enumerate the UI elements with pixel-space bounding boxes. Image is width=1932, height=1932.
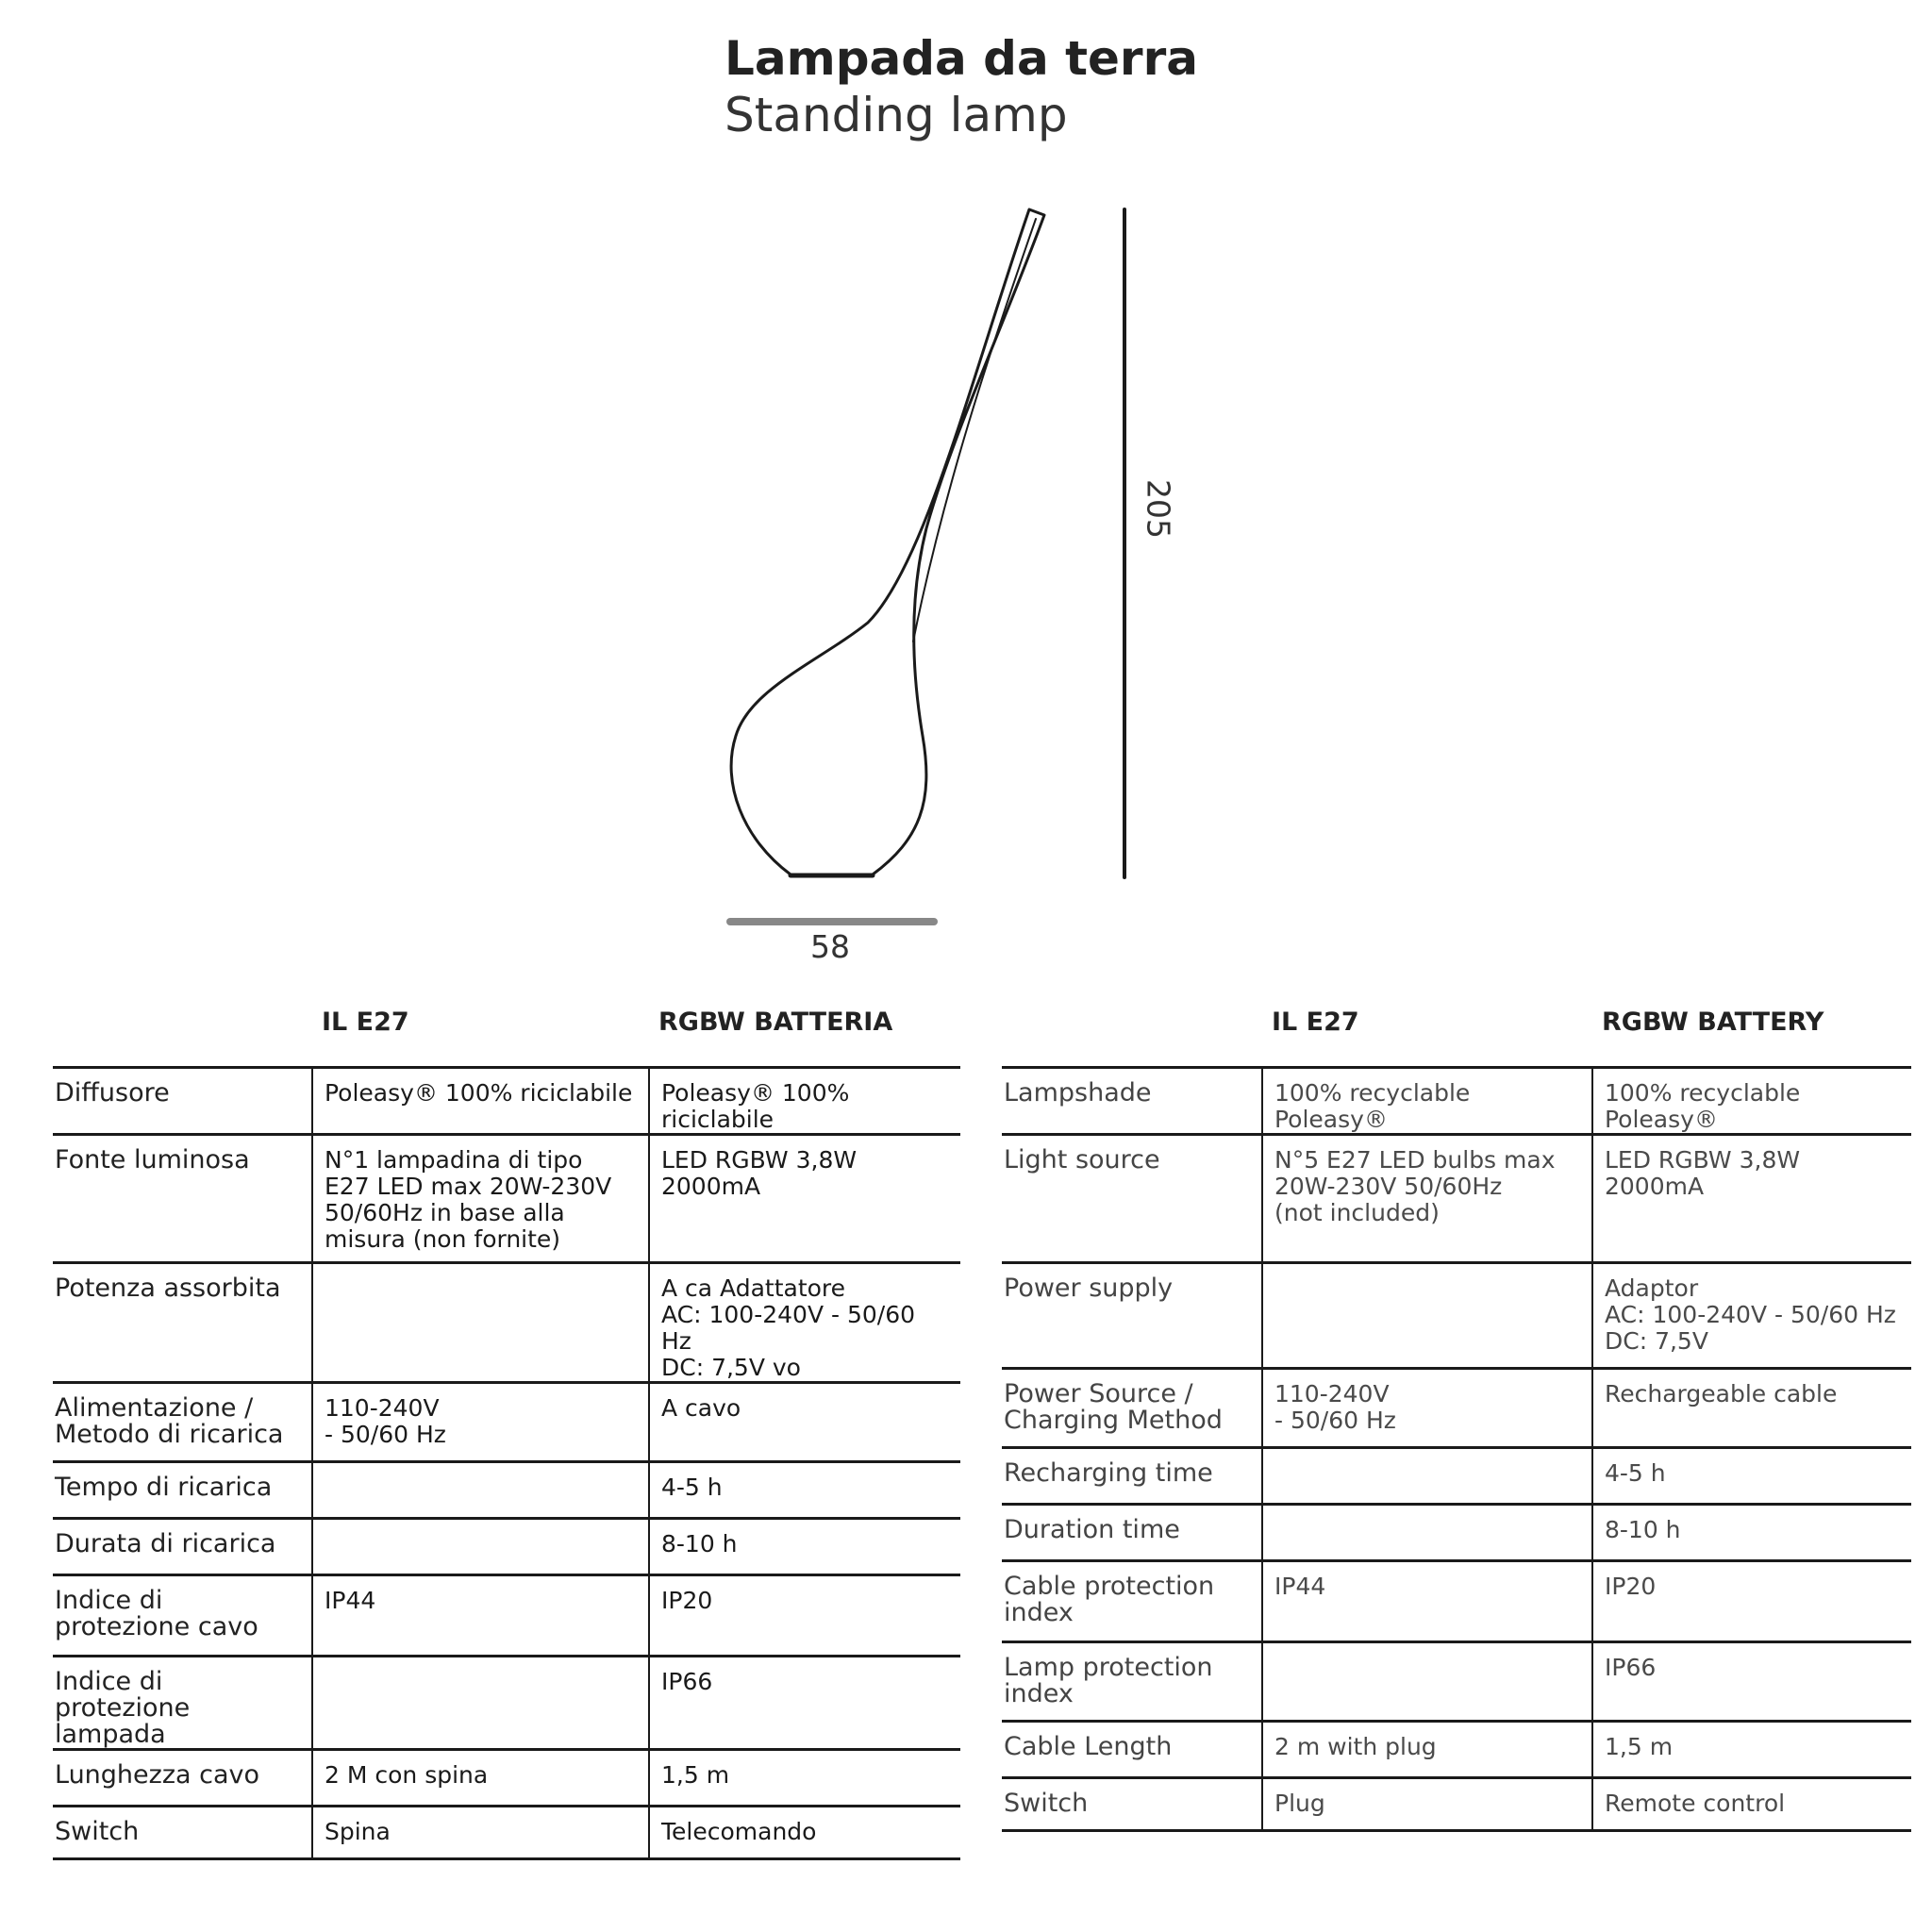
row-label: Power Source / Charging Method [1002, 1369, 1262, 1448]
cell-value: IP44 [312, 1575, 649, 1657]
cell-value [312, 1657, 649, 1750]
lamp-outline [731, 209, 1044, 874]
row-label: Lamp protection index [1002, 1642, 1262, 1722]
header-rgbw: RGBW BATTERY [1602, 1008, 1824, 1037]
row-label: Power supply [1002, 1263, 1262, 1369]
cell-value: Plug [1262, 1778, 1592, 1831]
table-row [1002, 1561, 1911, 1642]
cell-value [1262, 1505, 1592, 1561]
cell-value: 100% recyclable Poleasy® [1592, 1068, 1911, 1135]
row-label: Switch [53, 1807, 312, 1859]
title-italian: Lampada da terra [724, 31, 1198, 86]
table-row [1002, 1135, 1911, 1263]
cell-value: 2 M con spina [312, 1750, 649, 1807]
header-empty [1002, 1008, 1262, 1068]
width-dimension-label: 58 [810, 928, 850, 965]
cell-value: A ca Adattatore AC: 100-240V - 50/60 Hz DC: 7,5V vo [649, 1263, 960, 1383]
cell-value [312, 1519, 649, 1575]
spec-table-english [1002, 1008, 1911, 1832]
cell-value: 100% recyclable Poleasy® [1262, 1068, 1592, 1135]
cell-value: IP66 [649, 1657, 960, 1750]
row-label: Lunghezza cavo [53, 1750, 312, 1807]
row-label: Durata di ricarica [53, 1519, 312, 1575]
row-label: Lampshade [1002, 1068, 1262, 1135]
table-row [53, 1519, 960, 1575]
cell-value: 2 m with plug [1262, 1722, 1592, 1778]
cell-value: N°5 E27 LED bulbs max 20W-230V 50/60Hz (not included) [1262, 1135, 1592, 1263]
row-label: Potenza assorbita [53, 1263, 312, 1383]
header-rgbw: RGBW BATTERIA [658, 1008, 893, 1037]
cell-value: N°1 lampadina di tipo E27 LED max 20W-230V 50/60Hz in base alla misura (non fornite) [312, 1135, 649, 1263]
row-label: Cable protection index [1002, 1561, 1262, 1642]
table-row [1002, 1068, 1911, 1135]
cell-value [1262, 1642, 1592, 1722]
cell-value: 8-10 h [1592, 1505, 1911, 1561]
cell-value: Spina [312, 1807, 649, 1859]
height-dimension-label: 205 [1140, 479, 1177, 539]
table-row [53, 1575, 960, 1657]
cell-value: 1,5 m [1592, 1722, 1911, 1778]
row-label: Recharging time [1002, 1448, 1262, 1505]
row-label: Fonte luminosa [53, 1135, 312, 1263]
cell-value: Remote control [1592, 1778, 1911, 1831]
row-label: Light source [1002, 1135, 1262, 1263]
cell-value [1262, 1263, 1592, 1369]
row-label: Indice di protezione cavo [53, 1575, 312, 1657]
row-label: Switch [1002, 1778, 1262, 1831]
cell-value: IP20 [649, 1575, 960, 1657]
table-row [53, 1135, 960, 1263]
table-row [1002, 1369, 1911, 1448]
spec-table-italian [53, 1008, 960, 1860]
cell-value: IP66 [1592, 1642, 1911, 1722]
table-row [53, 1263, 960, 1383]
header-il-e27: IL E27 [322, 1008, 409, 1037]
cell-value: A cavo [649, 1383, 960, 1462]
table-row [53, 1657, 960, 1750]
cell-value: 110-240V - 50/60 Hz [1262, 1369, 1592, 1448]
cell-value: 8-10 h [649, 1519, 960, 1575]
header-empty [53, 1008, 312, 1068]
cell-value: LED RGBW 3,8W 2000mA [1592, 1135, 1911, 1263]
cell-value: 4-5 h [649, 1462, 960, 1519]
title-english: Standing lamp [724, 88, 1068, 142]
cell-value [1262, 1448, 1592, 1505]
table-row [53, 1383, 960, 1462]
cell-value: Poleasy® 100% riciclabile [312, 1068, 649, 1135]
table-row [53, 1750, 960, 1807]
row-label: Duration time [1002, 1505, 1262, 1561]
table-row [1002, 1722, 1911, 1778]
cell-value [312, 1462, 649, 1519]
table-row [1002, 1642, 1911, 1722]
table-row [1002, 1778, 1911, 1831]
table-row [1002, 1505, 1911, 1561]
cell-value: 1,5 m [649, 1750, 960, 1807]
cell-value: IP20 [1592, 1561, 1911, 1642]
cell-value: 4-5 h [1592, 1448, 1911, 1505]
cell-value: Adaptor AC: 100-240V - 50/60 Hz DC: 7,5V [1592, 1263, 1911, 1369]
header-il-e27: IL E27 [1272, 1008, 1359, 1037]
row-label: Tempo di ricarica [53, 1462, 312, 1519]
cell-value [312, 1263, 649, 1383]
table-row [53, 1462, 960, 1519]
table-row [53, 1068, 960, 1135]
table-row [53, 1807, 960, 1859]
cell-value: Telecomando [649, 1807, 960, 1859]
cell-value: 110-240V - 50/60 Hz [312, 1383, 649, 1462]
table-row [1002, 1263, 1911, 1369]
cell-value: LED RGBW 3,8W 2000mA [649, 1135, 960, 1263]
row-label: Diffusore [53, 1068, 312, 1135]
row-label: Alimentazione / Metodo di ricarica [53, 1383, 312, 1462]
table-header-row [53, 1008, 960, 1068]
cell-value: Rechargeable cable [1592, 1369, 1911, 1448]
cell-value: IP44 [1262, 1561, 1592, 1642]
row-label: Cable Length [1002, 1722, 1262, 1778]
table-header-row [1002, 1008, 1911, 1068]
cell-value: Poleasy® 100% riciclabile [649, 1068, 960, 1135]
row-label: Indice di protezione lampada [53, 1657, 312, 1750]
table-row [1002, 1448, 1911, 1505]
